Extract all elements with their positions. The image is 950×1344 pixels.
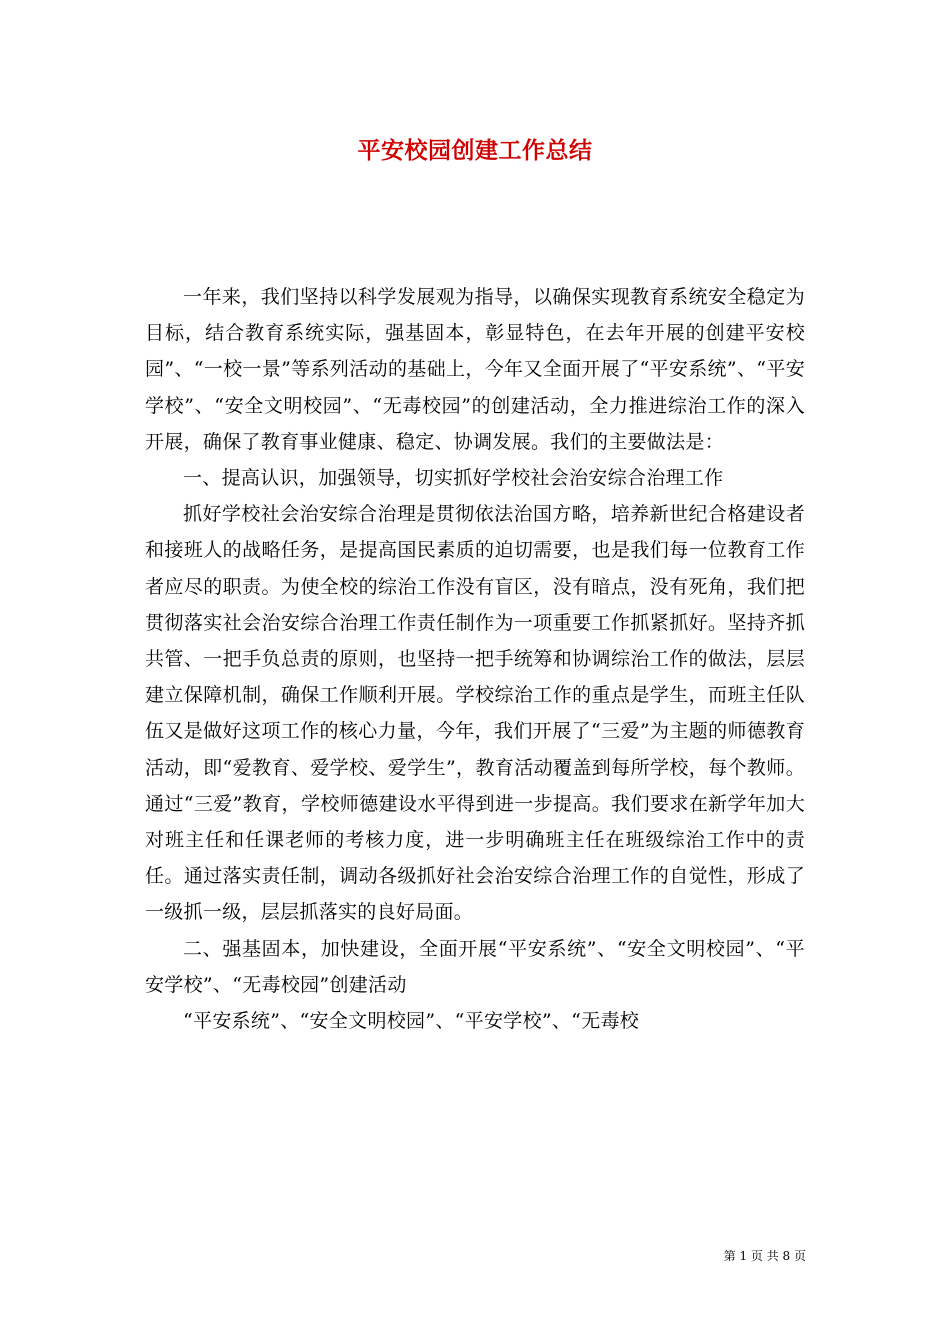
page-title: 平安校园创建工作总结 bbox=[357, 137, 593, 164]
section-one-body: 抓好学校社会治安综合治理是贯彻依法治国方略，培养新世纪合格建设者和接班人的战略任务，是提高国民素质的迫切需要，也是我们每一位教育工作者应尽的职责。为使全校的综治工作没有盲区，没有暗点，没有死角，我们把贯彻落实社会治安综合治理工作责任制作为一项重要工作抓紧抓好。坚持齐抓共管、一把手负总责的原则，也坚持一把手统筹和协调综治工作的做法，层层建立保障机制，确保工作顺利开展。学校综治工作的重点是学生，而班主任队伍又是做好这项工作的核心力量，今年，我们开展了“三爱”为主题的师德教育活动，即“爱教育、爱学校、爱学生”，教育活动覆盖到每所学校，每个教师。通过“三爱”教育，学校师德建设水平得到进一步提高。我们要求在新学年加大对班主任和任课老师的考核力度，进一步明确班主任在班级综治工作中的责任。通过落实责任制，调动各级抓好社会治安综合治理工作的自觉性，形成了一级抓一级，层层抓落实的良好局面。 bbox=[145, 503, 805, 924]
intro-paragraph: 一年来，我们坚持以科学发展观为指导，以确保实现教育系统安全稳定为目标，结合教育系统实际，强基固本，彰显特色，在去年开展的创建平安校园”、“一校一景”等系列活动的基础上，今年又全面开展了“平安系统”、“平安学校”、“安全文明校园”、“无毒校园”的创建活动，全力推进综治工作的深入开展，确保了教育事业健康、稳定、协调发展。我们的主要做法是： bbox=[145, 286, 805, 453]
section-two-heading: 二、强基固本，加快建设，全面开展“平安系统”、“安全文明校园”、“平安学校”、“无毒校园”创建活动 bbox=[145, 937, 805, 996]
page-number-footer: 第 1 页 共 8 页 bbox=[723, 1249, 806, 1263]
document-body bbox=[145, 279, 805, 1039]
section-one-heading: 一、提高认识，加强领导，切实抓好学校社会治安综合治理工作 bbox=[183, 467, 724, 490]
section-two-body: “平安系统”、“安全文明校园”、“平安学校”、“无毒校 bbox=[183, 1010, 640, 1033]
